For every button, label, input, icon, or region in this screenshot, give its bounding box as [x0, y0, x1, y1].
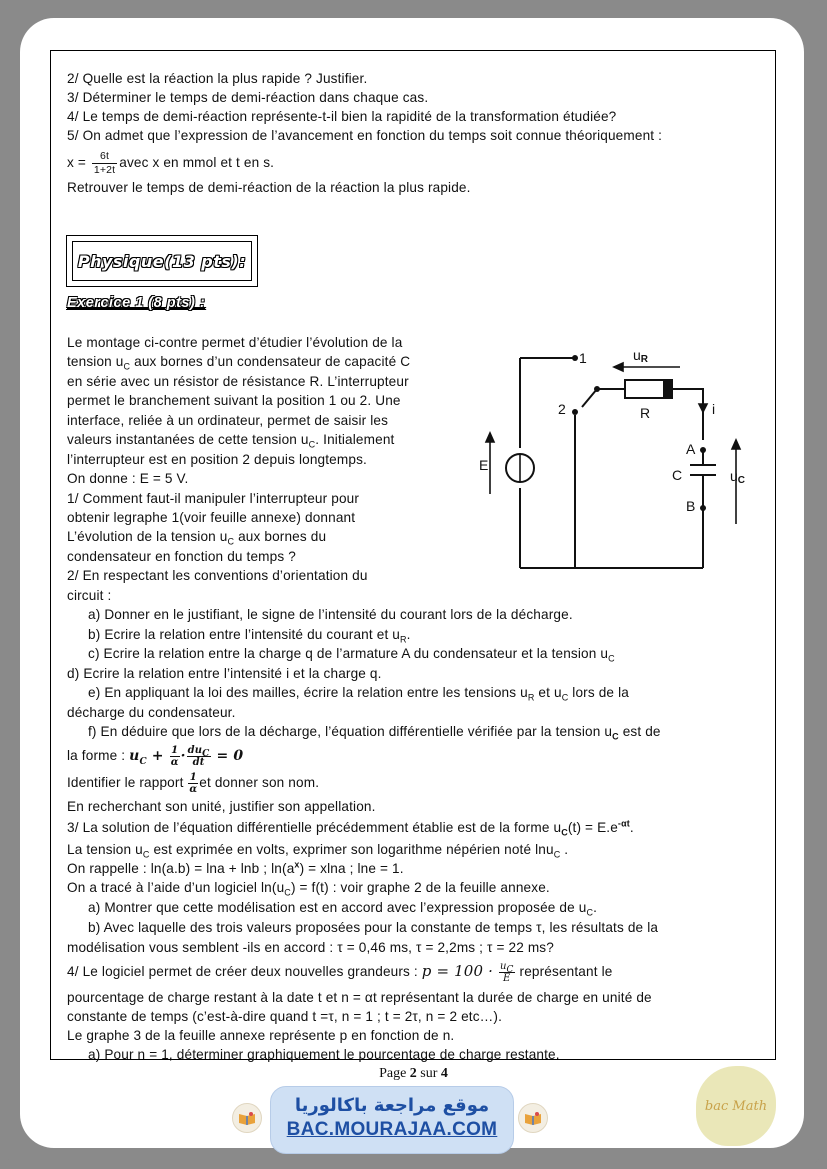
ur-text: u	[633, 347, 641, 363]
chem-question-3: 3/ Déterminer le temps de demi-réaction dans chaque cas.	[67, 90, 429, 105]
eq-fraction	[170, 745, 180, 768]
book-icon	[523, 1111, 543, 1125]
switch-blade	[582, 389, 597, 407]
equation	[129, 744, 244, 768]
b-label: B	[686, 498, 696, 514]
switch-node-2	[572, 409, 578, 415]
question-3	[67, 840, 568, 859]
chem-question-2: 2/ Quelle est la réaction la plus rapide ? Justifier.	[67, 71, 368, 86]
intro-given: On donne : E = 5 V.	[67, 471, 189, 486]
text: On a tracé à l’aide d’un logiciel ln(u	[67, 880, 285, 895]
total-pages: 4	[440, 1066, 448, 1081]
chem-question-4: 4/ Le temps de demi-réaction représente-t-il bien la rapidité de la transformation étudiée?	[67, 109, 617, 124]
question-3b: modélisation vous semblent -ils en accord : τ = 0,46 ms, τ = 2,2ms ; τ = 22 ms?	[67, 940, 554, 955]
e-arrow-head	[486, 433, 494, 442]
pos2-label: 2	[558, 401, 566, 417]
current-page: 2	[409, 1066, 417, 1081]
text: e) En appliquant la loi des mailles, écrire la relation entre les tensions u	[88, 685, 528, 700]
den: α	[170, 756, 179, 768]
text: . Initialement	[315, 432, 395, 447]
i-label: i	[712, 401, 716, 417]
text: c) Ecrire la relation entre la charge q de l’armature A du condensateur et la tension u	[88, 646, 609, 661]
formula-x-label: x =	[67, 155, 90, 170]
bac-math-logo: bac Math	[696, 1066, 776, 1146]
text: Identifier le rapport	[67, 775, 188, 790]
den: α	[189, 783, 198, 795]
subscript: C	[142, 849, 150, 860]
eq-rhs: = 0	[211, 748, 244, 764]
p-fraction	[499, 961, 515, 984]
subscript: C	[612, 731, 619, 742]
eq-plus: +	[146, 748, 169, 764]
node-a	[700, 447, 706, 453]
question-2e: décharge du condensateur.	[67, 705, 236, 720]
num: 1	[189, 771, 197, 783]
site-name-arabic: موقع مراجعة باكالوريا	[294, 1095, 490, 1116]
physique-title-box	[66, 235, 258, 287]
a-label: A	[686, 441, 696, 457]
question-4: Le graphe 3 de la feuille annexe représente p en fonction de n.	[67, 1028, 455, 1043]
question-2: circuit :	[67, 588, 112, 603]
num	[499, 961, 515, 973]
question-2e	[88, 683, 629, 702]
intro-line	[67, 352, 410, 371]
website-banner[interactable]	[270, 1086, 514, 1154]
right-logo-icon	[518, 1103, 548, 1133]
physique-title: Physique(13 pts):	[77, 251, 247, 271]
subscript: R	[400, 634, 407, 645]
num-sub: C	[202, 748, 210, 759]
text: lors de la	[568, 685, 629, 700]
den: E	[503, 972, 511, 984]
superscript: -αt	[617, 818, 630, 829]
e-label: E	[479, 457, 489, 473]
uc-sub: C	[737, 475, 746, 486]
ur-label	[633, 347, 649, 365]
subscript: C	[561, 827, 568, 838]
p-equation: p = 100 ·	[421, 962, 498, 980]
text: aux bornes d’un condensateur de capacité C	[130, 354, 411, 369]
question-1: condensateur en fonction du temps ?	[67, 549, 296, 564]
subscript: C	[586, 907, 594, 918]
text: f) En déduire que lors de la décharge, l’équation différentielle vérifiée par la tension u	[88, 724, 613, 739]
book-icon	[237, 1111, 257, 1125]
text: est de	[618, 724, 661, 739]
resistor-end-mark	[663, 381, 671, 397]
c-label: C	[672, 467, 683, 483]
text: L’évolution de la tension u	[67, 529, 228, 544]
question-1	[67, 527, 326, 546]
fraction-denominator: 1+2t	[93, 163, 116, 176]
uc-text: u	[730, 468, 738, 484]
intro-line: l’interrupteur est en position 2 depuis longtemps.	[67, 452, 367, 467]
formula-units: avec x en mmol et t en s.	[119, 155, 275, 170]
text: .	[629, 820, 634, 835]
left-logo-icon	[232, 1103, 262, 1133]
intro-line: permet le branchement suivant la position 1 ou 2. Une	[67, 393, 401, 408]
question-2c	[88, 644, 615, 663]
physique-title-inner	[72, 241, 252, 281]
text: 3/ La solution de l’équation différentielle précédemment établie est de la forme u	[67, 820, 562, 835]
subscript: C	[123, 361, 131, 372]
text: 4/ Le logiciel permet de créer deux nouvelles grandeurs :	[67, 964, 422, 979]
question-4	[67, 955, 612, 988]
text: est exprimée en volts, exprimer son logarithme népérien noté lnu	[149, 842, 554, 857]
text: ) = f(t) : voir graphe 2 de la feuille annexe.	[290, 880, 550, 895]
text: On rappelle : ln(a.b) = lna + lnb ; ln(a	[67, 861, 295, 876]
text: (t) = E.e	[567, 820, 618, 835]
num-text: du	[187, 744, 203, 756]
text: aux bornes du	[234, 529, 327, 544]
site-url-link[interactable]: BAC.MOURAJAA.COM	[286, 1119, 498, 1140]
page-number	[0, 1066, 827, 1082]
pos1-label: 1	[579, 350, 587, 366]
switch-pivot	[594, 386, 600, 392]
chem-question-5b: Retrouver le temps de demi-réaction de la réaction la plus rapide.	[67, 180, 471, 195]
text: tension u	[67, 354, 124, 369]
superscript: x	[294, 859, 300, 870]
eq-term: u	[129, 748, 140, 764]
formula-fraction	[92, 150, 117, 177]
question-3b: b) Avec laquelle des trois valeurs proposées pour la constante de temps τ, les résultats de la	[88, 920, 659, 935]
i-arrow-head	[699, 404, 707, 412]
intro-line	[67, 430, 394, 449]
subscript: C	[608, 653, 615, 664]
node-b	[700, 505, 706, 511]
text: .	[560, 842, 569, 857]
text: a) Montrer que cette modélisation est en accord avec l’expression proposée de u	[88, 900, 587, 915]
question-2b	[88, 625, 411, 644]
switch-node-1	[572, 355, 578, 361]
wire-r-to-capacitor	[672, 389, 703, 440]
chem-formula-line	[67, 144, 274, 182]
eq-dot: ·	[180, 748, 186, 764]
subscript: R	[527, 692, 535, 703]
text: Page	[379, 1066, 410, 1081]
exercice-title: Exercice 1 (8 pts) :	[67, 295, 206, 311]
question-3a	[88, 898, 597, 917]
subscript: C	[284, 887, 291, 898]
text: représentant le	[515, 964, 613, 979]
num: 1	[171, 744, 179, 756]
intro-line: interface, reliée à un ordinateur, permet de saisir les	[67, 413, 389, 428]
identify-ratio-line	[67, 766, 319, 800]
r-label: R	[640, 405, 651, 421]
uc-label	[730, 468, 745, 486]
text: La tension u	[67, 842, 143, 857]
num-text: u	[499, 960, 507, 972]
chem-question-5: 5/ On admet que l’expression de l’avancement en fonction du temps soit connue théoriquement :	[67, 128, 663, 143]
text: sur	[416, 1066, 441, 1081]
fraction-numerator: 6t	[92, 150, 117, 164]
text: valeurs instantanées de cette tension u	[67, 432, 309, 447]
question-1: obtenir legraphe 1(voir feuille annexe) donnant	[67, 510, 356, 525]
question-4: pourcentage de charge restant à la date t et n = αt représentant la durée de charge en unité de	[67, 990, 652, 1005]
question-3	[67, 818, 634, 837]
ur-sub: R	[640, 354, 649, 365]
num	[187, 745, 211, 757]
subscript: C	[553, 849, 561, 860]
uc-arrow-head	[732, 440, 740, 449]
text: la forme :	[67, 748, 130, 763]
intro-line: Le montage ci-contre permet d’étudier l’évolution de la	[67, 335, 403, 350]
search-unit-line: En recherchant son unité, justifier son appellation.	[67, 799, 376, 814]
subscript: C	[227, 536, 235, 547]
rc-circuit-diagram	[470, 340, 770, 580]
question-2d: d) Ecrire la relation entre l’intensité i et la charge q.	[67, 666, 382, 681]
text: .	[593, 900, 598, 915]
question-2a: a) Donner en le justifiant, le signe de l’intensité du courant lors de la décharge.	[88, 607, 573, 622]
question-4: constante de temps (c’est-à-dire quand t =τ, n = 1 ; t = 2τ, n = 2 etc…).	[67, 1009, 503, 1024]
question-2: 2/ En respectant les conventions d’orientation du	[67, 568, 368, 583]
subscript: C	[308, 439, 316, 450]
question-1: 1/ Comment faut-il manipuler l’interrupteur pour	[67, 491, 360, 506]
question-4a: a) Pour n = 1, déterminer graphiquement le pourcentage de charge restante.	[88, 1047, 560, 1062]
text: et donner son nom.	[199, 775, 320, 790]
eq-sub: C	[139, 756, 147, 767]
num-sub: C	[506, 964, 514, 975]
text: b) Ecrire la relation entre l’intensité du courant et u	[88, 627, 401, 642]
question-3-reminder	[67, 859, 404, 878]
text: et u	[534, 685, 562, 700]
den: dt	[192, 756, 205, 768]
ratio-fraction	[188, 772, 198, 795]
question-3	[67, 878, 550, 897]
subscript: C	[561, 692, 569, 703]
intro-line: en série avec un résistor de résistance R. L’interrupteur	[67, 374, 409, 389]
text: .	[406, 627, 411, 642]
text: ) = xlna ; lne = 1.	[299, 861, 404, 876]
eq-fraction	[187, 745, 211, 768]
ur-arrow-head	[614, 363, 623, 371]
